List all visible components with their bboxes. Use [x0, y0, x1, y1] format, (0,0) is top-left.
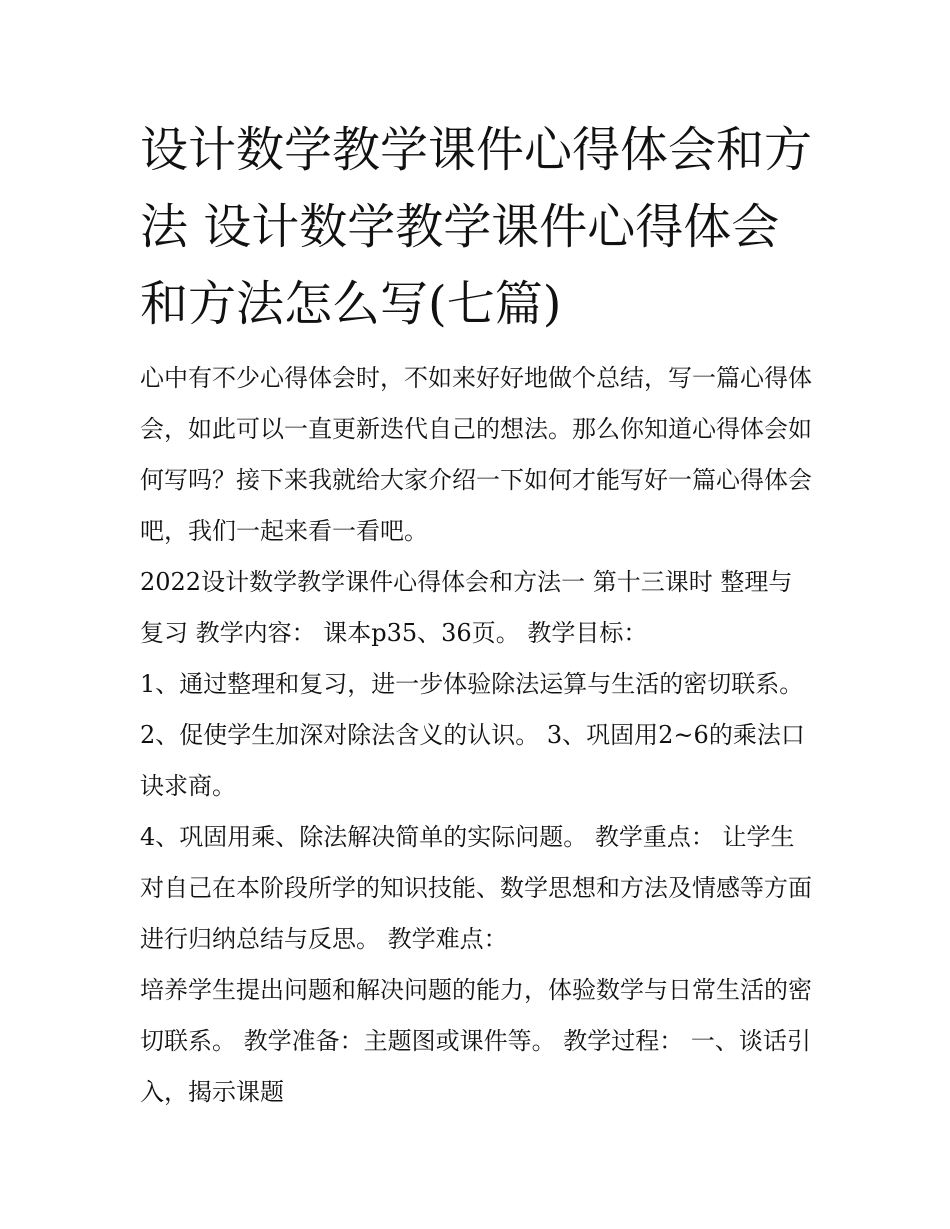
lesson-info-paragraph: 2022设计数学教学课件心得体会和方法一 第十三课时 整理与复习 教学内容： 课本p35、36页。 教学目标： [140, 568, 793, 647]
document-body [140, 112, 812, 1118]
key-points-paragraph: 4、巩固用乘、除法解决简单的实际问题。 教学重点： 让学生对自己在本阶段所学的知识技能、数学思想和方法及情感等方面进行归纳总结与反思。 教学难点： [140, 823, 812, 953]
document-title: 设计数学教学课件心得体会和方法 设计数学教学课件心得体会和方法怎么写(七篇) [140, 122, 813, 332]
difficulty-paragraph: 培养学生提出问题和解决问题的能力，体验数学与日常生活的密切联系。 教学准备：主题图或课件等。 教学过程： 一、谈话引入，揭示课题 [140, 976, 812, 1106]
intro-paragraph: 心中有不少心得体会时，不如来好好地做个总结，写一篇心得体会，如此可以一直更新迭代自己的想法。那么你知道心得体会如何写吗？接下来我就给大家介绍一下如何才能写好一篇心得体会吧，我们一起来看一看吧。 [140, 364, 812, 545]
objectives-paragraph: 1、通过整理和复习，进一步体验除法运算与生活的密切联系。 2、促使学生加深对除法含义的认识。 3、巩固用2~6的乘法口诀求商。 [140, 670, 805, 800]
